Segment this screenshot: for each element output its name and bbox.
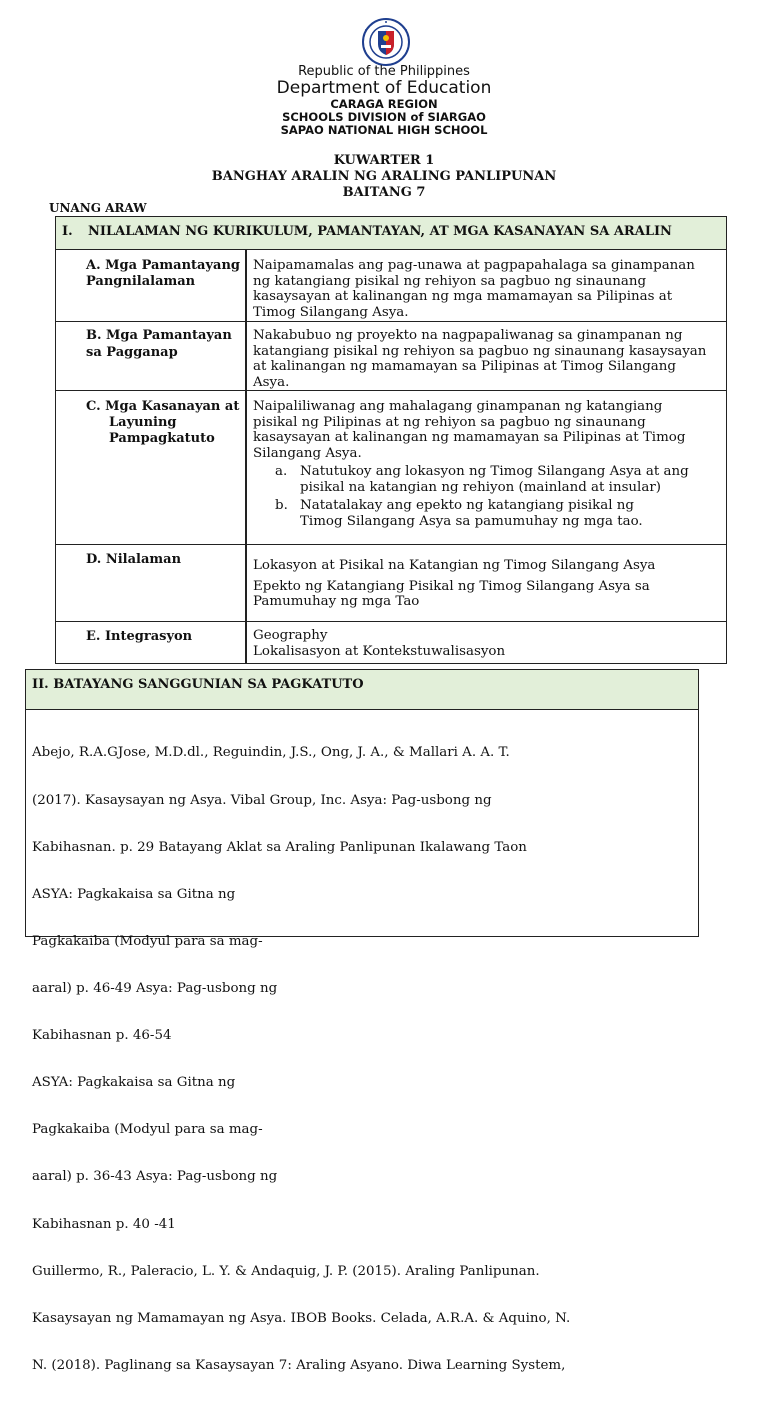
reference-line: Kabihasnan. p. 29 Batayang Aklat sa Araling Panlipunan Ikalawang Taon <box>32 839 527 855</box>
row-b-line: katangiang pisikal ng rehiyon sa pagbuo ng sinaunang kasaysayan <box>253 343 707 359</box>
row-a-line: ng katangiang pisikal ng rehiyon sa pagbuo ng sinaunang <box>253 273 647 289</box>
row-b-label-1: B. Mga Pamantayan <box>86 328 232 343</box>
row-e-line: Lokalisasyon at Kontekstuwalisasyon <box>253 643 506 659</box>
list-item <box>253 498 721 529</box>
division-text: SCHOOLS DIVISION of SIARGAO <box>282 110 486 124</box>
reference-line: Pagkakaiba (Modyul para sa mag- <box>32 1122 263 1138</box>
row-e-line: Geography <box>253 628 328 643</box>
republic-text: Republic of the Philippines <box>298 64 470 79</box>
list-item-line: Timog Silangang Asya sa pamumuhay ng mga tao. <box>300 513 643 529</box>
section2-header <box>26 670 698 710</box>
reference-line: aaral) p. 36-43 Asya: Pag-usbong ng <box>32 1169 278 1185</box>
department-title: Department of Education <box>276 78 492 98</box>
list-marker: a. <box>275 464 288 479</box>
list-item-line: Natatalakay ang epekto ng katangiang pisikal ng <box>300 498 634 513</box>
row-c-line: Silangang Asya. <box>253 445 362 461</box>
row-c-line: pisikal ng Pilipinas at ng rehiyon sa pagbuo ng sinaunang <box>253 414 646 430</box>
row-c-line: Naipaliliwanag ang mahalagang ginampanan ng katangiang <box>253 399 663 414</box>
section2-heading: II. BATAYANG SANGGUNIAN SA PAGKATUTO <box>32 677 364 692</box>
row-c-label-2: Layuning <box>109 415 177 430</box>
grade-title: BAITANG 7 <box>342 185 426 200</box>
row-b-line: Asya. <box>253 374 290 390</box>
table-row-c <box>56 391 726 545</box>
curriculum-table <box>55 216 727 664</box>
reference-line: Abejo, R.A.GJose, M.D.dl., Reguindin, J.S., Ong, J. A., & Mallari A. A. T. <box>32 745 510 761</box>
list-item-line: pisikal na katangian ng rehiyon (mainland at insular) <box>300 479 661 495</box>
reference-line: Pagkakaiba (Modyul para sa mag- <box>32 933 263 949</box>
plan-title: BANGHAY ARALIN NG ARALING PANLIPUNAN <box>211 169 557 184</box>
row-b-line: Nakabubuo ng proyekto na nagpapaliwanag sa ginampanan ng <box>253 328 683 343</box>
row-c-label-3: Pampagkatuto <box>109 431 215 446</box>
row-d-label: D. Nilalaman <box>86 552 182 567</box>
quarter-title: KUWARTER 1 <box>333 153 435 168</box>
table-row-d <box>56 545 726 622</box>
references-table <box>25 669 699 1373</box>
table-row-a <box>56 250 726 322</box>
reference-line: ASYA: Pagkakaisa sa Gitna ng <box>32 1075 236 1091</box>
day-label: UNANG ARAW <box>49 201 147 215</box>
deped-seal-icon <box>357 18 415 66</box>
reference-line: Kabihasnan p. 40 -41 <box>32 1216 176 1232</box>
reference-line: aaral) p. 46-49 Asya: Pag-usbong ng <box>32 980 278 996</box>
section1-number: I. <box>62 224 73 239</box>
row-a-line: Naipamamalas ang pag-unawa at pagpapahalaga sa ginampanan <box>253 258 695 273</box>
reference-line: ASYA: Pagkakaisa sa Gitna ng <box>32 886 236 902</box>
row-d-line: Lokasyon at Pisikal na Katangian ng Timog Silangang Asya <box>253 558 656 573</box>
row-d-line: Pamumuhay ng mga Tao <box>253 594 420 609</box>
table-row-e <box>56 622 726 663</box>
reference-line: Guillermo, R., Paleracio, L. Y. & Andaquig, J. P. (2015). Araling Panlipunan. <box>32 1263 540 1279</box>
references-list <box>32 714 692 1405</box>
row-c-line: kasaysayan at kalinangan ng mamamayan sa Pilipinas at Timog <box>253 430 686 445</box>
section1-heading: NILALAMAN NG KURIKULUM, PAMANTAYAN, AT MGA KASANAYAN SA ARALIN <box>88 224 672 239</box>
list-item <box>253 464 721 495</box>
list-marker: b. <box>275 498 288 513</box>
table-row-b <box>56 322 726 391</box>
row-a-line: kasaysayan at kalinangan ng mga mamamayan sa Pilipinas at <box>253 289 673 304</box>
region-text: CARAGA REGION <box>330 97 438 111</box>
row-a-label-2: Pangnilalaman <box>86 274 196 289</box>
reference-line: N. (2018). Paglinang sa Kasaysayan 7: Araling Asyano. Diwa Learning System, <box>32 1357 566 1373</box>
row-d-line: Epekto ng Katangiang Pisikal ng Timog Silangang Asya sa <box>253 578 650 594</box>
row-a-label-1: A. Mga Pamantayang <box>86 258 240 273</box>
row-a-line: Timog Silangang Asya. <box>253 304 409 320</box>
school-text: SAPAO NATIONAL HIGH SCHOOL <box>280 123 488 137</box>
reference-line: (2017). Kasaysayan ng Asya. Vibal Group, Inc. Asya: Pag-usbong ng <box>32 792 492 808</box>
row-b-label-2: sa Pagganap <box>86 345 178 360</box>
list-item-line: Natutukoy ang lokasyon ng Timog Silangang Asya at ang <box>300 464 689 479</box>
reference-line: Kabihasnan p. 46-54 <box>32 1028 172 1044</box>
row-e-label: E. Integrasyon <box>86 629 193 644</box>
section1-header <box>56 217 726 250</box>
row-c-label-1: C. Mga Kasanayan at <box>86 399 240 414</box>
reference-line: Kasaysayan ng Mamamayan ng Asya. IBOB Books. Celada, A.R.A. & Aquino, N. <box>32 1310 571 1326</box>
row-b-line: at kalinangan ng mamamayan sa Pilipinas at Timog Silangang <box>253 359 676 374</box>
